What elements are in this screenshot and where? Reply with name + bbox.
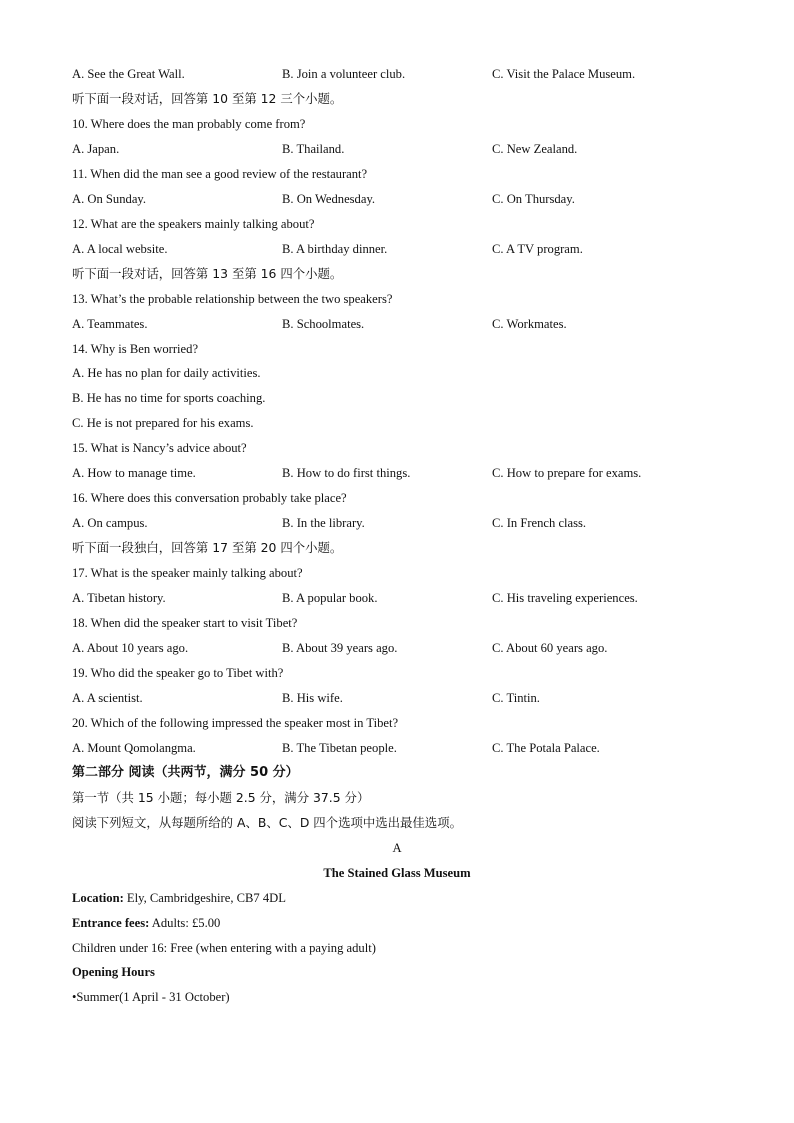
q10-option-a: A. Japan.	[72, 142, 120, 156]
dialog-instruction-10-12: 听下面一段对话，回答第 10 至第 12 三个小题。	[72, 91, 343, 106]
q13-option-a: A. Teammates.	[72, 317, 148, 331]
q20-option-a: A. Mount Qomolangma.	[72, 741, 196, 755]
monologue-instruction-17-20: 听下面一段独白，回答第 17 至第 20 四个小题。	[72, 540, 343, 555]
q18-option-c: C. About 60 years ago.	[492, 641, 608, 655]
fees-line	[72, 915, 220, 931]
opening-hours-label: Opening Hours	[72, 965, 155, 979]
q19-option-a: A. A scientist.	[72, 691, 143, 705]
q12-option-c: C. A TV program.	[492, 242, 583, 256]
question-17: 17. What is the speaker mainly talking about?	[72, 566, 303, 580]
q20-option-b: B. The Tibetan people.	[282, 741, 397, 755]
part2-heading: 第二部分 阅读（共两节，满分 50 分）	[72, 765, 299, 780]
q13-option-c: C. Workmates.	[492, 317, 567, 331]
q10-option-b: B. Thailand.	[282, 142, 345, 156]
location-label: Location:	[72, 891, 124, 905]
q15-option-c: C. How to prepare for exams.	[492, 466, 642, 480]
q9-option-b: B. Join a volunteer club.	[282, 67, 406, 81]
q14-option-b: B. He has no time for sports coaching.	[72, 391, 266, 405]
q10-option-c: C. New Zealand.	[492, 142, 578, 156]
question-19: 19. Who did the speaker go to Tibet with?	[72, 666, 284, 680]
q15-option-b: B. How to do first things.	[282, 466, 411, 480]
q20-option-c: C. The Potala Palace.	[492, 741, 600, 755]
passage-letter: A	[392, 841, 402, 855]
question-10: 10. Where does the man probably come from?	[72, 117, 306, 131]
q18-option-a: A. About 10 years ago.	[72, 641, 189, 655]
fees-label: Entrance fees:	[72, 916, 150, 930]
q9-option-c: C. Visit the Palace Museum.	[492, 67, 636, 81]
location-line	[72, 890, 286, 906]
q12-option-b: B. A birthday dinner.	[282, 242, 388, 256]
children-fee: Children under 16: Free (when entering with a paying adult)	[72, 941, 376, 955]
q9-option-a: A. See the Great Wall.	[72, 67, 185, 81]
q11-option-a: A. On Sunday.	[72, 192, 147, 206]
q17-option-a: A. Tibetan history.	[72, 591, 166, 605]
reading-instruction: 阅读下列短文，从每题所给的 A、B、C、D 四个选项中选出最佳选项。	[72, 815, 462, 830]
question-14: 14. Why is Ben worried?	[72, 342, 199, 356]
q16-option-a: A. On campus.	[72, 516, 148, 530]
fees-value: Adults: £5.00	[149, 916, 221, 930]
location-value: Ely, Cambridgeshire, CB7 4DL	[123, 891, 286, 905]
summer-hours: •Summer(1 April - 31 October)	[72, 990, 230, 1004]
question-16: 16. Where does this conversation probably take place?	[72, 491, 347, 505]
question-13: 13. What’s the probable relationship between the two speakers?	[72, 292, 393, 306]
question-18: 18. When did the speaker start to visit Tibet?	[72, 616, 298, 630]
section1-heading: 第一节（共 15 小题；每小题 2.5 分，满分 37.5 分）	[72, 790, 370, 805]
q19-option-b: B. His wife.	[282, 691, 343, 705]
q19-option-c: C. Tintin.	[492, 691, 540, 705]
q16-option-c: C. In French class.	[492, 516, 587, 530]
q16-option-b: B. In the library.	[282, 516, 365, 530]
q15-option-a: A. How to manage time.	[72, 466, 196, 480]
q11-option-b: B. On Wednesday.	[282, 192, 376, 206]
passage-title: The Stained Glass Museum	[323, 866, 471, 880]
question-12: 12. What are the speakers mainly talking about?	[72, 217, 315, 231]
q11-option-c: C. On Thursday.	[492, 192, 575, 206]
q14-option-a: A. He has no plan for daily activities.	[72, 366, 261, 380]
q13-option-b: B. Schoolmates.	[282, 317, 365, 331]
q12-option-a: A. A local website.	[72, 242, 168, 256]
question-15: 15. What is Nancy’s advice about?	[72, 441, 247, 455]
question-11: 11. When did the man see a good review of the restaurant?	[72, 167, 368, 181]
q17-option-b: B. A popular book.	[282, 591, 378, 605]
q14-option-c: C. He is not prepared for his exams.	[72, 416, 254, 430]
q17-option-c: C. His traveling experiences.	[492, 591, 638, 605]
question-20: 20. Which of the following impressed the speaker most in Tibet?	[72, 716, 399, 730]
dialog-instruction-13-16: 听下面一段对话，回答第 13 至第 16 四个小题。	[72, 266, 343, 281]
q18-option-b: B. About 39 years ago.	[282, 641, 398, 655]
